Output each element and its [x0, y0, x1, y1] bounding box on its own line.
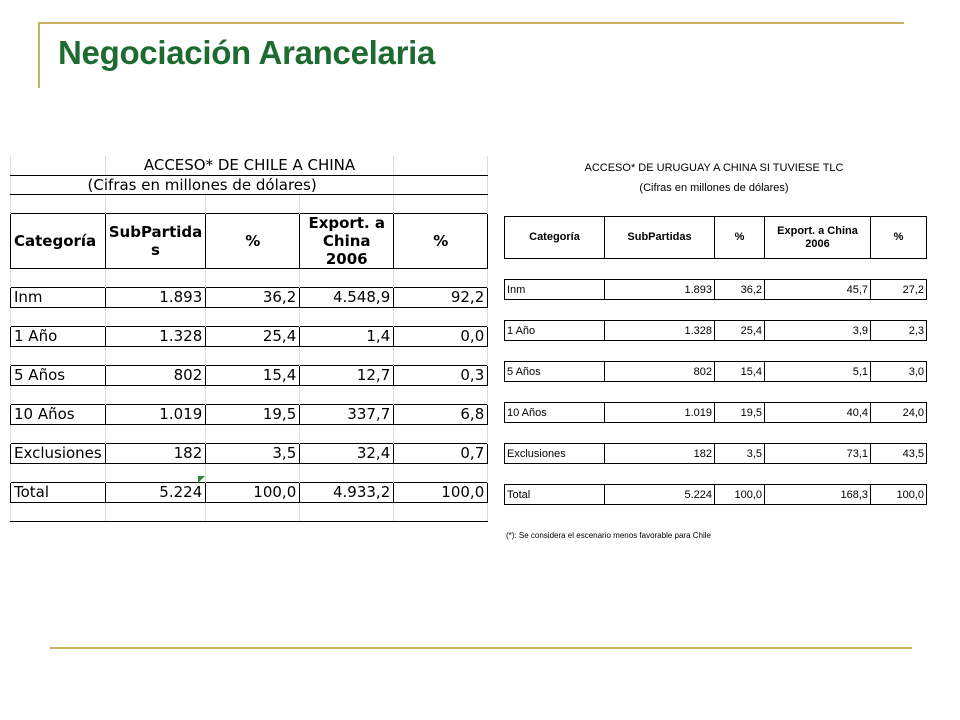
table-row: Exclusiones 182 3,5 32,4 0,7	[11, 443, 488, 463]
chile-header-row	[11, 213, 488, 268]
chile-header-subpartidas: SubPartida s	[105, 213, 206, 268]
table-row-total: Total 5.224 100,0 168,3 100,0	[505, 485, 927, 505]
top-accent-line	[38, 22, 904, 24]
uruguay-table-title: ACCESO* DE URUGUAY A CHINA SI TUVIESE TLC	[584, 162, 844, 174]
uruguay-header-pct2: %	[871, 217, 927, 259]
uruguay-header-pct1: %	[715, 217, 765, 259]
chile-header-pct1: %	[206, 213, 300, 268]
uruguay-access-table	[504, 216, 927, 505]
table-row: Inm 1.893 36,2 4.548,9 92,2	[11, 287, 488, 307]
uruguay-header-categoria: Categoría	[505, 217, 605, 259]
chile-subtitle-row	[11, 175, 488, 194]
table-row: 1 Año 1.328 25,4 1,4 0,0	[11, 326, 488, 346]
chile-table-title: ACCESO* DE CHILE A CHINA	[105, 156, 394, 175]
chile-title-row	[11, 156, 488, 175]
chile-access-table	[10, 156, 488, 522]
table-row: 10 Años 1.019 19,5 337,7 6,8	[11, 404, 488, 424]
uruguay-header-row	[505, 217, 927, 259]
uruguay-header-export: Export. a China 2006	[765, 217, 871, 259]
table-row: 10 Años 1.019 19,5 40,4 24,0	[505, 403, 927, 423]
table-row: Inm 1.893 36,2 45,7 27,2	[505, 280, 927, 300]
cell-comment-marker-icon	[198, 476, 205, 483]
table-row: 1 Año 1.328 25,4 3,9 2,3	[505, 321, 927, 341]
table-row: Exclusiones 182 3,5 73,1 43,5	[505, 444, 927, 464]
table-row: 5 Años 802 15,4 12,7 0,3	[11, 365, 488, 385]
bottom-accent-line	[50, 647, 912, 649]
table-row: 5 Años 802 15,4 5,1 3,0	[505, 362, 927, 382]
chile-header-categoria: Categoría	[11, 213, 106, 268]
uruguay-header-subpartidas: SubPartidas	[605, 217, 715, 259]
chile-header-export: Export. a China 2006	[300, 213, 394, 268]
chile-header-pct2: %	[394, 213, 488, 268]
page-title: Negociación Arancelaria	[58, 34, 436, 71]
uruguay-table-subtitle: (Cifras en millones de dólares)	[639, 182, 789, 194]
table-row-total: Total 5.224 100,0 4.933,2 100,0	[11, 482, 488, 502]
chile-table-subtitle: (Cifras en millones de dólares)	[11, 175, 394, 194]
footnote: (*): Se considera el escenario menos favorable para Chile	[506, 531, 711, 540]
left-accent-line	[38, 22, 40, 88]
